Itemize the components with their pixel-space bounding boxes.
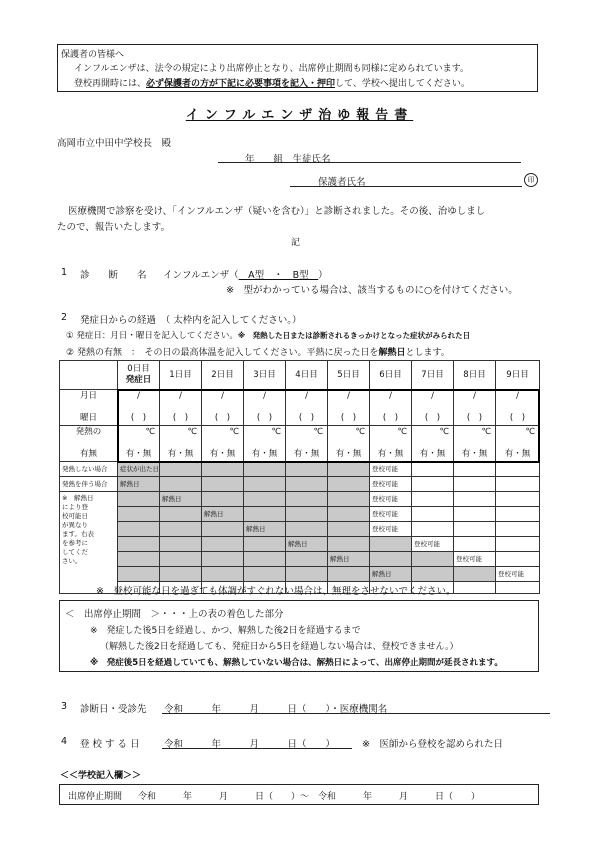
day-header-5: 5日目 (328, 361, 370, 390)
item2-bold: 解熱日 (378, 348, 406, 358)
section2-item1 (66, 329, 470, 341)
date-cell[interactable]: / ( ) (244, 390, 286, 426)
reference-row-fever-5 (60, 552, 540, 567)
fever-label: 発熱の (75, 427, 102, 437)
date-cell[interactable]: / ( ) (202, 390, 244, 426)
day-header-3: 3日目 (244, 361, 286, 390)
section2-item2 (66, 345, 450, 358)
section2-number: 2 (61, 312, 68, 323)
reference-row-fever-0 (60, 477, 540, 492)
school-ok-cell: 登校可能 (412, 537, 454, 552)
reference-row-fever-4 (60, 537, 540, 552)
fever-cell[interactable]: ℃ 有・無 (160, 426, 202, 462)
item1-note: ※ 発熱した日または診断されるきっかけとなった症状がみられた日 (237, 331, 471, 340)
fever-cell[interactable]: ℃ 有・無 (118, 426, 160, 462)
section4-line (162, 748, 352, 749)
notice-line-2: インフルエンザは、法令の規定により出席停止となり、出席停止期間も同様に定められています。 (74, 64, 469, 74)
fever-down-cell: 解熱日 (328, 552, 370, 567)
seal-label: 印 (527, 176, 535, 184)
school-use-heading: ＜＜学校記入欄＞＞ (60, 771, 142, 781)
section2-heading: 発症日からの経過 （ 太枠内を記入してください。） (80, 315, 302, 326)
fever-cell[interactable]: ℃ 有・無 (454, 426, 496, 462)
school-ok-cell: 登校可能 (370, 462, 412, 477)
suspension-line-3: ※ 発症後5日を経過していても、解熱していない場合は、解熱日によって、出席停止期間が延長されます。 (90, 658, 503, 668)
guardian-name-line (290, 186, 522, 187)
date-cell[interactable]: / ( ) (412, 390, 454, 426)
day-header-6: 6日目 (370, 361, 412, 390)
header-corner (60, 361, 118, 390)
fever-row (60, 426, 540, 462)
school-ok-cell: 登校可能 (454, 552, 496, 567)
date-cell[interactable]: / ( ) (370, 390, 412, 426)
weekday-label: 曜日 (79, 413, 97, 423)
table-header-row (60, 361, 540, 390)
reference-row-fever-6 (60, 567, 540, 582)
section1-label: 診 断 名 (80, 270, 147, 281)
date-cell[interactable]: / ( ) (496, 390, 540, 426)
reference-row-fever-1 (60, 492, 540, 507)
school-ok-cell: 登校可能 (370, 477, 412, 492)
day-header-4: 4日目 (286, 361, 328, 390)
date-row (60, 390, 540, 426)
fever-down-cell: 解熱日 (244, 522, 286, 537)
ki-label: 記 (291, 238, 301, 248)
suspension-heading: ＜ 出席停止期間 ＞・・・上の表の着色した部分 (65, 609, 284, 620)
fever-down-cell: 解熱日 (118, 477, 160, 492)
section1-number: 1 (61, 267, 68, 278)
section4-number: 4 (61, 736, 68, 747)
school-ok-cell: 登校可能 (370, 492, 412, 507)
reference-row-fever-3 (60, 522, 540, 537)
fever-cell[interactable]: ℃ 有・無 (412, 426, 454, 462)
reference-row-no-fever (60, 462, 540, 477)
no-fever-label: 発熱しない場合 (60, 462, 118, 477)
page-title: インフルエンザ治ゆ報告書 (185, 108, 414, 123)
fever-cell[interactable]: ℃ 有・無 (328, 426, 370, 462)
onset-cell: 症状が出た日 (118, 462, 160, 477)
notice-line-3-pre: 登校再開時には、 (74, 79, 147, 89)
section3-label: 診断日・受診先 (80, 704, 147, 715)
item2-text-post: とします。 (405, 348, 450, 358)
notice-line-1: 保護者の皆様へ (61, 50, 125, 60)
school-use-value[interactable]: 令和 年 月 日（ ）〜 令和 年 月 日（ ） (138, 792, 481, 802)
fever-down-cell: 解熱日 (160, 492, 202, 507)
suspension-line-1: ※ 発症した後5日を経過し、かつ、解熱した後2日を経過するまで (90, 626, 361, 636)
intro-line-2: たので、報告いたします。 (57, 222, 171, 233)
date-cell[interactable]: / ( ) (160, 390, 202, 426)
date-cell[interactable]: / ( ) (328, 390, 370, 426)
fever-cell[interactable]: ℃ 有・無 (202, 426, 244, 462)
section4-value[interactable]: 令和 年 月 日（ ） (164, 739, 336, 750)
reference-note: ※ 解熱日 により登 校可能日 が異なり ます。右表 を参考に してくだ さい。 (60, 492, 118, 594)
reference-row-fever-2 (60, 507, 540, 522)
section3-line (162, 713, 550, 714)
school-ok-cell: 登校可能 (370, 522, 412, 537)
item2-number: ② (66, 348, 75, 358)
fever-down-cell: 解熱日 (202, 507, 244, 522)
section3-value[interactable]: 令和 年 月 日（ ）・医療機関名 (164, 704, 388, 715)
student-name-line (218, 162, 521, 163)
section1-note: ※ 型がわかっている場合は、該当するものに○を付けてください。 (226, 285, 518, 296)
notice-line-3 (74, 76, 470, 89)
fever-cell[interactable]: ℃ 有・無 (370, 426, 412, 462)
addressee: 高岡市立中田中学校長 殿 (57, 138, 172, 149)
suspension-line-2: （解熱した後2日を経過しても、発症日から5日を経過しない場合は、登校できません。） (100, 642, 459, 652)
day-header-0 (118, 361, 160, 390)
onset-day-label: 発症日 (125, 375, 152, 385)
date-row-label (60, 390, 118, 426)
section3-number: 3 (61, 701, 68, 712)
day-header-8: 8日目 (454, 361, 496, 390)
item2-text: 発熱の有無 ： その日の最高体温を記入してください。平熱に戻った日を (76, 348, 379, 358)
notice-line-3-emphasis: 必ず保護者の方が下記に必要事項を記入・押印 (146, 79, 336, 89)
date-label: 月日 (79, 391, 97, 401)
fever-label-2: 有無 (79, 449, 97, 459)
fever-row-label (60, 426, 118, 462)
fever-down-cell: 解熱日 (286, 537, 328, 552)
date-cell[interactable]: / ( ) (286, 390, 328, 426)
day-header-9: 9日目 (496, 361, 540, 390)
section1-value (163, 267, 328, 281)
day-header-7: 7日目 (412, 361, 454, 390)
student-name-label: 年 組 生徒氏名 (245, 154, 331, 165)
day-header-label: 0日目 (127, 364, 150, 374)
school-use-label: 出席停止期間 (68, 792, 123, 802)
seal-mark (524, 173, 538, 187)
school-note: ※ 登校可能な日を過ぎても体調がすぐれない場合は、無理をさせないでください。 (96, 586, 456, 597)
date-cell[interactable]: / ( ) (454, 390, 496, 426)
influenza-type-choice[interactable]: A型 ・ B型 (238, 270, 319, 281)
fever-table (59, 360, 540, 594)
item1-text: 発症日：月日・曜日を記入してください。 (76, 331, 238, 341)
date-cell[interactable]: / ( ) (118, 390, 160, 426)
fever-cell[interactable]: ℃ 有・無 (286, 426, 328, 462)
section4-note: ※ 医師から登校を認められた日 (362, 739, 503, 750)
notice-line-3-post: して、学校へ提出してください。 (335, 79, 470, 89)
diagnosis-prefix: インフルエンザ（ (163, 270, 239, 281)
school-ok-cell: 登校可能 (496, 567, 540, 582)
fever-down-cell: 解熱日 (370, 567, 412, 582)
guardian-name-label: 保護者氏名 (318, 177, 366, 188)
with-fever-label: 発熱を伴う場合 (60, 477, 118, 492)
fever-cell[interactable]: ℃ 有・無 (244, 426, 286, 462)
intro-line-1: 医療機関で診察を受け、「インフルエンザ（疑いを含む）」と診断されました。その後、治ゆしまし (68, 206, 486, 217)
diagnosis-suffix: ） (318, 270, 328, 281)
day-header-1: 1日目 (160, 361, 202, 390)
day-header-2: 2日目 (202, 361, 244, 390)
section4-label: 登 校 す る 日 (80, 739, 140, 750)
fever-cell[interactable]: ℃ 有・無 (496, 426, 540, 462)
item1-number: ① (66, 331, 74, 341)
school-ok-cell: 登校可能 (370, 507, 412, 522)
